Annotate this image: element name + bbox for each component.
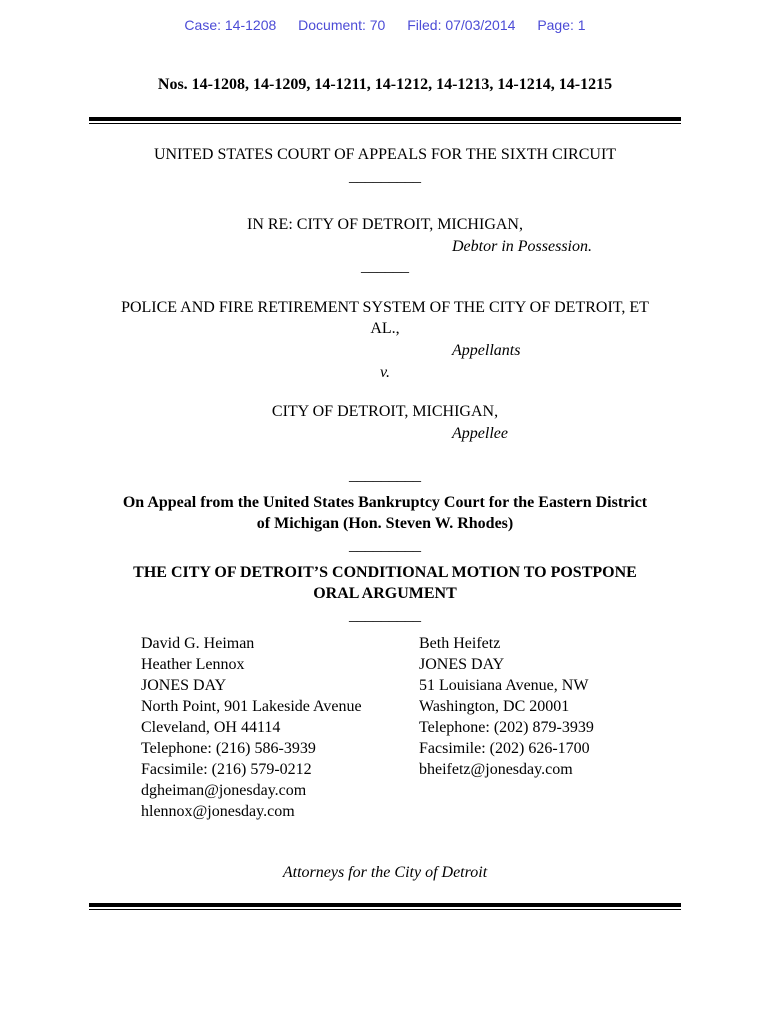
email: hlennox@jonesday.com bbox=[141, 803, 295, 820]
counsel-name: David G. Heiman bbox=[141, 635, 255, 652]
filed-date-stamp: Filed: 07/03/2014 bbox=[407, 17, 516, 33]
appeal-origin-line2: of Michigan (Hon. Steven W. Rhodes) bbox=[256, 515, 514, 532]
motion-title-line2: ORAL ARGUMENT bbox=[313, 585, 457, 602]
separator: _________ bbox=[349, 537, 421, 554]
counsel-name: Beth Heifetz bbox=[419, 635, 501, 652]
firm-city: Cleveland, OH 44114 bbox=[141, 719, 281, 736]
separator: _________ bbox=[349, 168, 421, 185]
versus: v. bbox=[380, 364, 390, 381]
telephone: Telephone: (216) 586-3939 bbox=[141, 740, 316, 757]
facsimile: Facsimile: (216) 579-0212 bbox=[141, 761, 312, 778]
appeal-origin-line1: On Appeal from the United States Bankruptcy Court for the Eastern District bbox=[122, 494, 648, 511]
facsimile: Facsimile: (202) 626-1700 bbox=[419, 740, 590, 757]
firm-name: JONES DAY bbox=[141, 677, 227, 694]
firm-address: 51 Louisiana Avenue, NW bbox=[419, 677, 589, 694]
appellee-name: CITY OF DETROIT, MICHIGAN, bbox=[271, 403, 499, 420]
counsel-block-right bbox=[419, 633, 594, 780]
email: bheifetz@jonesday.com bbox=[419, 761, 573, 778]
top-double-rule bbox=[89, 117, 681, 124]
separator: _________ bbox=[349, 467, 421, 484]
document-number-stamp: Document: 70 bbox=[298, 17, 386, 33]
appellants-name-line2: AL., bbox=[370, 320, 400, 337]
counsel-name: Heather Lennox bbox=[141, 656, 245, 673]
in-re-caption: IN RE: CITY OF DETROIT, MICHIGAN, bbox=[247, 216, 523, 233]
case-numbers: Nos. 14-1208, 14-1209, 14-1211, 14-1212, 14-1213, 14-1214, 14-1215 bbox=[157, 76, 613, 93]
firm-city: Washington, DC 20001 bbox=[419, 698, 570, 715]
firm-name: JONES DAY bbox=[419, 656, 505, 673]
separator: ______ bbox=[361, 258, 409, 275]
appellee-role: Appellee bbox=[452, 425, 508, 442]
case-number-stamp: Case: 14-1208 bbox=[184, 17, 277, 33]
court-name: UNITED STATES COURT OF APPEALS FOR THE SIXTH CIRCUIT bbox=[153, 146, 617, 163]
motion-title-line1: THE CITY OF DETROIT’S CONDITIONAL MOTION TO POSTPONE bbox=[133, 564, 637, 581]
telephone: Telephone: (202) 879-3939 bbox=[419, 719, 594, 736]
email: dgheiman@jonesday.com bbox=[141, 782, 307, 799]
appellants-role: Appellants bbox=[452, 342, 521, 359]
page-number-stamp: Page: 1 bbox=[537, 17, 586, 33]
firm-address: North Point, 901 Lakeside Avenue bbox=[141, 698, 362, 715]
filing-header bbox=[0, 17, 770, 33]
bottom-double-rule bbox=[89, 903, 681, 910]
debtor-role: Debtor in Possession. bbox=[452, 238, 592, 255]
attorneys-for: Attorneys for the City of Detroit bbox=[282, 864, 488, 881]
appellants-name-line1: POLICE AND FIRE RETIREMENT SYSTEM OF THE CITY OF DETROIT, ET bbox=[121, 299, 649, 316]
separator: _________ bbox=[349, 607, 421, 624]
counsel-block-left bbox=[141, 633, 362, 822]
